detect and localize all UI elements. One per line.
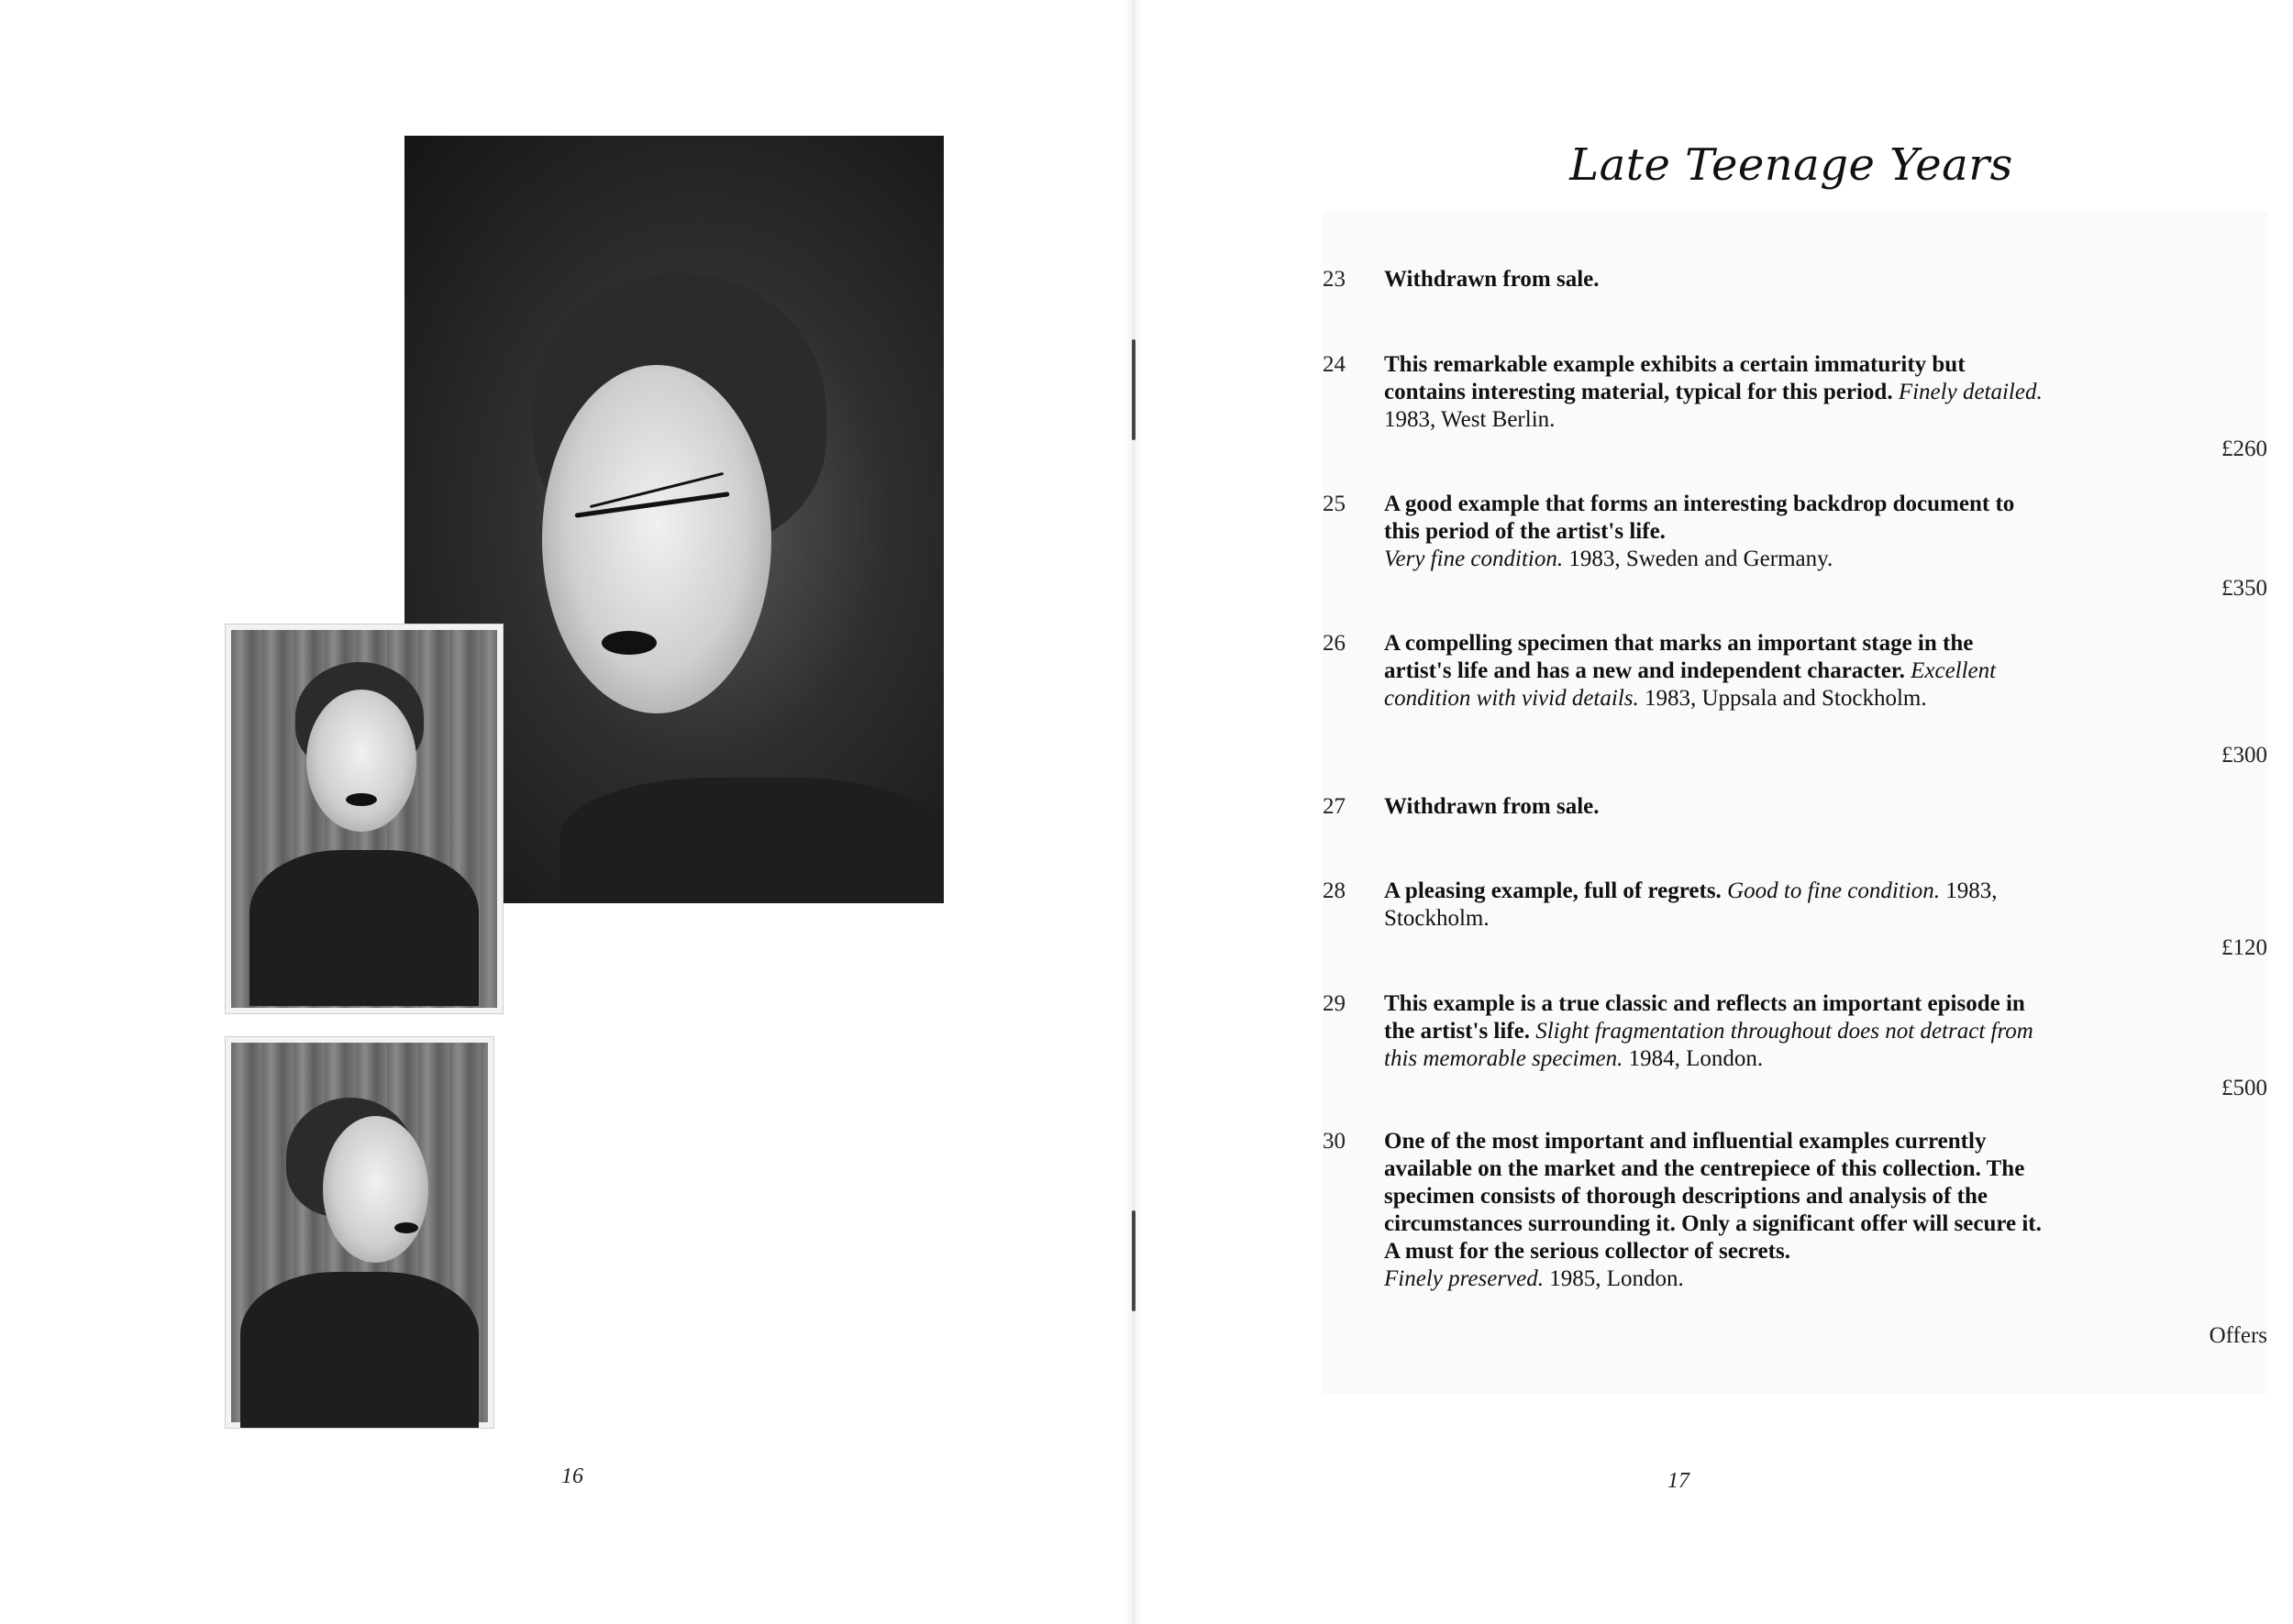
lot-number: 24 xyxy=(1323,352,1346,377)
lot-price: £260 xyxy=(2221,436,2267,461)
photo-face xyxy=(323,1116,428,1263)
lot-description: Withdrawn from sale. xyxy=(1384,267,1600,292)
lot-price: £500 xyxy=(2221,1076,2267,1100)
photo-curtain xyxy=(231,1043,488,1422)
photo-shoulder xyxy=(240,1272,479,1428)
photo-lips xyxy=(394,1222,418,1233)
lot-condition: Very fine condition. xyxy=(1384,547,1564,571)
page-number-right: 17 xyxy=(1667,1469,1689,1493)
photo-lips xyxy=(346,793,377,806)
lot-number: 26 xyxy=(1323,631,1346,656)
photo-face xyxy=(542,365,771,713)
lot-condition: Finely preserved. xyxy=(1384,1266,1544,1291)
lot-description: A good example that forms an interesting backdrop document to this period of the artist's life. xyxy=(1384,492,2015,544)
photo-shoulder xyxy=(560,778,944,903)
right-page xyxy=(1134,0,2293,1624)
lot-body xyxy=(1384,793,2044,821)
lot-body xyxy=(1384,878,2044,933)
section-title: Late Teenage Years xyxy=(1569,139,2013,191)
lot-number: 27 xyxy=(1323,794,1346,819)
lot-details: 1983, Sweden and Germany. xyxy=(1568,547,1833,571)
lot-description: A compelling specimen that marks an important stage in the artist's life and has a new and independent character. xyxy=(1384,631,1974,683)
lot-price: £300 xyxy=(2221,743,2267,768)
lot-condition: Good to fine condition. xyxy=(1727,878,1940,903)
lot-body xyxy=(1384,491,2044,573)
lot-number: 28 xyxy=(1323,878,1346,903)
lot-number: 25 xyxy=(1323,492,1346,516)
photobooth-photo-bottom xyxy=(225,1036,494,1429)
lot-condition: Slight fragmentation throughout does not detract from this memorable specimen. xyxy=(1384,1019,2033,1071)
lot-condition: Excellent condition with vivid details. xyxy=(1384,658,1997,711)
lot-price: Offers xyxy=(2209,1323,2267,1348)
lot-condition: Finely detailed. xyxy=(1898,380,2043,404)
page-number-left: 16 xyxy=(561,1464,583,1488)
lot-details: 1983, Uppsala and Stockholm. xyxy=(1645,686,1927,711)
lot-number: 23 xyxy=(1323,267,1346,292)
lot-details: 1983, Stockholm. xyxy=(1384,878,1998,931)
lot-description: This remarkable example exhibits a certain immaturity but contains interesting material, typical for this period. xyxy=(1384,352,1966,404)
photobooth-photo-top xyxy=(225,624,504,1014)
lot-body xyxy=(1384,351,2044,434)
photo-lips xyxy=(602,631,657,655)
lot-number: 29 xyxy=(1323,991,1346,1016)
lot-description: One of the most important and influential examples currently available on the market and the centrepiece of this collection. The specimen consists of thorough descriptions and analysis of the circumstances surrounding it. Only a significant offer will secure it. A must for the serious collector of secrets. xyxy=(1384,1129,2042,1264)
lot-price: £350 xyxy=(2221,576,2267,601)
lot-body xyxy=(1384,1128,2044,1293)
lot-body xyxy=(1384,630,2044,713)
lot-price: £120 xyxy=(2221,935,2267,960)
lot-body xyxy=(1384,990,2044,1073)
lot-body xyxy=(1384,266,2044,293)
photo-shoulder xyxy=(249,850,479,1006)
lot-number: 30 xyxy=(1323,1129,1346,1154)
photo-face xyxy=(306,690,416,832)
lot-description: Withdrawn from sale. xyxy=(1384,794,1600,819)
lot-description: This example is a true classic and reflects an important episode in the artist's life. xyxy=(1384,991,2025,1044)
lot-details: 1983, West Berlin. xyxy=(1384,407,1556,432)
left-page xyxy=(0,0,1134,1624)
photo-curtain xyxy=(231,630,497,1008)
lot-description: A pleasing example, full of regrets. xyxy=(1384,878,1722,903)
lot-details: 1984, London. xyxy=(1628,1046,1764,1071)
lot-details: 1985, London. xyxy=(1549,1266,1684,1291)
